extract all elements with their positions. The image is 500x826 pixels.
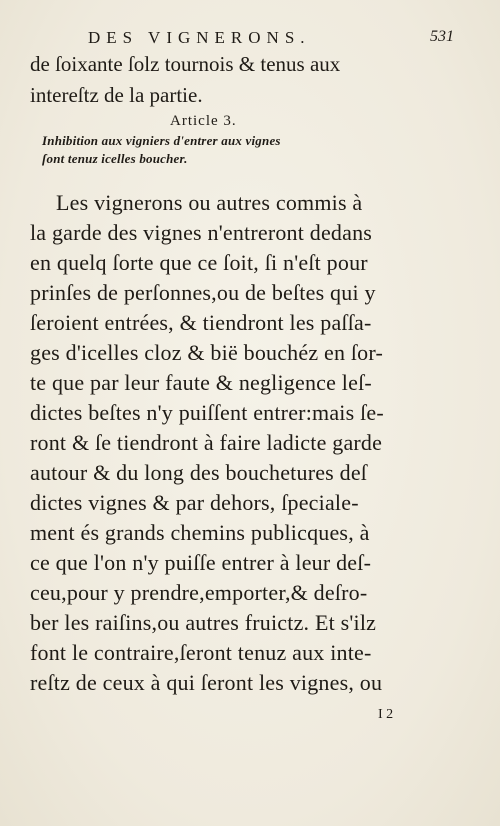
running-header: [88, 28, 454, 48]
text-line: en quelq ſorte que ce ſoit, ſi n'eſt pour: [30, 250, 368, 275]
text-line: ront & ſe tiendront à faire ladicte garde: [30, 430, 383, 455]
text-line: reſtz de ceux à qui ſeront les vignes, ou: [30, 670, 383, 695]
text-line: la garde des vignes n'entreront dedans: [30, 220, 373, 245]
text-line: ſeroient entrées, & tiendront les paſſa-: [30, 310, 372, 335]
text-line: dictes beſtes n'y puiſſent entrer:mais ſe-: [30, 400, 384, 425]
marginal-note-line: ſont tenuz icelles boucher.: [42, 151, 188, 166]
text-line: Les vignerons ou autres commis à: [56, 190, 363, 215]
text-line: te que par leur faute & negligence leſ-: [30, 370, 372, 395]
article-heading: Article 3.: [170, 113, 237, 129]
text-line: ce que l'on n'y puiſſe entrer à leur deſ-: [30, 550, 372, 575]
text-line: font le contraire,ſeront tenuz aux inte-: [30, 640, 372, 665]
marginal-note-line: Inhibition aux vigniers d'entrer aux vignes: [42, 133, 281, 148]
text-line: ber les raiſins,ou autres fruictz. Et s'ilz: [30, 610, 377, 635]
running-title: DES VIGNERONS.: [88, 28, 311, 47]
text-line: ment és grands chemins publicques, à: [30, 520, 370, 545]
text-line: intereſtz de la partie.: [30, 83, 203, 107]
text-line: ceu,pour y prendre,emporter,& deſro-: [30, 580, 368, 605]
text-line: prinſes de perſonnes,ou de beſtes qui y: [30, 280, 376, 305]
signature-mark: I 2: [378, 707, 394, 722]
text-line: de ſoixante ſolz tournois & tenus aux: [30, 52, 341, 76]
text-line: autour & du long des bouchetures deſ: [30, 460, 368, 485]
text-line: ges d'icelles cloz & bië bouchéz en ſor-: [30, 340, 383, 365]
text-line: dictes vignes & par dehors, ſpeciale-: [30, 490, 359, 515]
page-number: 531: [430, 28, 454, 45]
